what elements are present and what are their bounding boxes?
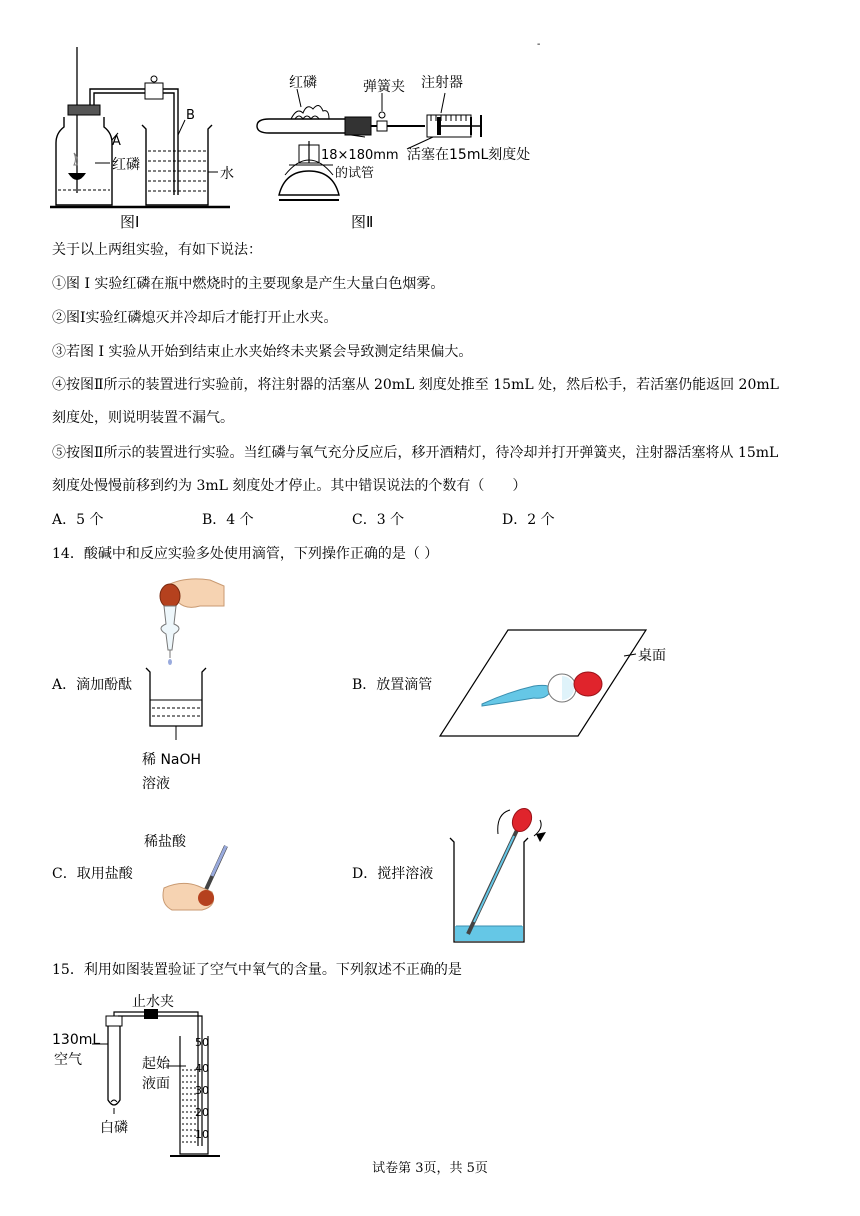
fig2-label-spring-clip: 弹簧夹 (363, 79, 405, 95)
label-clamp: 止水夹 (132, 994, 174, 1010)
fig1-label-b: B (186, 108, 195, 123)
q15-stem: 15．利用如图装置验证了空气中氧气的含量。下列叙述不正确的是 (52, 962, 462, 978)
fig2-label-piston: 活塞在15mL刻度处 (407, 147, 531, 163)
q14-figure-a-dropping (140, 576, 235, 801)
scale-30: 30 (195, 1084, 209, 1097)
label-air: 空气 (54, 1052, 82, 1068)
fig2-label-tube: 的试管 (335, 166, 375, 181)
label-dilute-hcl: 稀盐酸 (144, 834, 186, 850)
q13-statement-2: ②图I实验红磷熄灭并冷却后才能打开止水夹。 (52, 310, 338, 326)
q14-figure-d-stirring (448, 806, 558, 946)
q13-intro: 关于以上两组实验，有如下说法： (52, 242, 262, 258)
scale-40: 40 (195, 1062, 209, 1075)
label-start-level-line1: 起始 (142, 1056, 170, 1072)
fig2-label-syringe: 注射器 (421, 75, 463, 91)
q13-option-d[interactable]: D．2 个 (502, 512, 555, 528)
fig2-caption: 图Ⅱ (351, 213, 374, 231)
label-dilute-naoh-line2: 溶液 (142, 776, 170, 792)
q13-option-b[interactable]: B．4 个 (202, 512, 254, 528)
page-footer: 试卷第 3页，共 5页 (372, 1161, 488, 1176)
q13-statement-4b: 刻度处，则说明装置不漏气。 (52, 410, 234, 426)
label-white-phosphorus: 白磷 (100, 1120, 128, 1136)
figure-2-apparatus (255, 45, 555, 235)
fig2-label-red-phosphorus: 红磷 (289, 75, 317, 91)
stray-mark: - (537, 39, 541, 50)
q15-figure-apparatus (52, 996, 232, 1161)
q13-statement-5a: ⑤按图Ⅱ所示的装置进行实验。当红磷与氧气充分反应后，移开酒精灯，待冷却并打开弹簧夹，注射器活塞将从 15mL (52, 445, 779, 461)
scale-20: 20 (195, 1106, 209, 1119)
q13-statement-5b: 刻度处慢慢前移到约为 3mL 刻度处才停止。其中错误说法的个数有（ ） (52, 478, 527, 494)
q13-statement-3: ③若图 I 实验从开始到结束止水夹始终未夹紧会导致测定结果偏大。 (52, 344, 473, 360)
fig1-label-red-phosphorus: 红磷 (112, 157, 140, 173)
q14-option-b[interactable]: B．放置滴管 (352, 677, 433, 693)
q13-option-c[interactable]: C．3 个 (352, 512, 405, 528)
label-dilute-naoh-line1: 稀 NaOH (142, 752, 202, 768)
fig1-label-water: 水 (220, 166, 234, 182)
fig1-label-a: A (112, 134, 121, 149)
q13-statement-1: ①图 I 实验红磷在瓶中燃烧时的主要现象是产生大量白色烟雾。 (52, 276, 445, 292)
q14-figure-b-placing-dropper (438, 628, 698, 740)
label-volume: 130mL (52, 1032, 101, 1048)
scale-50: 50 (195, 1036, 209, 1049)
q14-figure-c-taking-acid (142, 826, 242, 916)
q14-option-c[interactable]: C．取用盐酸 (52, 866, 133, 882)
fig2-label-tube-size: 18×180mm (321, 148, 399, 163)
q14-option-a[interactable]: A．滴加酚酞 (52, 677, 133, 693)
q13-statement-4a: ④按图Ⅱ所示的装置进行实验前，将注射器的活塞从 20mL 刻度处推至 15mL 处，然后松手，若活塞仍能返回 20mL (52, 377, 779, 393)
scale-10: 10 (195, 1128, 209, 1141)
q14-option-d[interactable]: D．搅拌溶液 (352, 866, 434, 882)
fig1-caption: 图Ⅰ (120, 213, 140, 231)
label-desk: 桌面 (638, 648, 666, 664)
q13-option-a[interactable]: A．5 个 (52, 512, 104, 528)
label-start-level-line2: 液面 (142, 1076, 170, 1092)
q14-stem: 14．酸碱中和反应实验多处使用滴管，下列操作正确的是（ ） (52, 546, 439, 562)
